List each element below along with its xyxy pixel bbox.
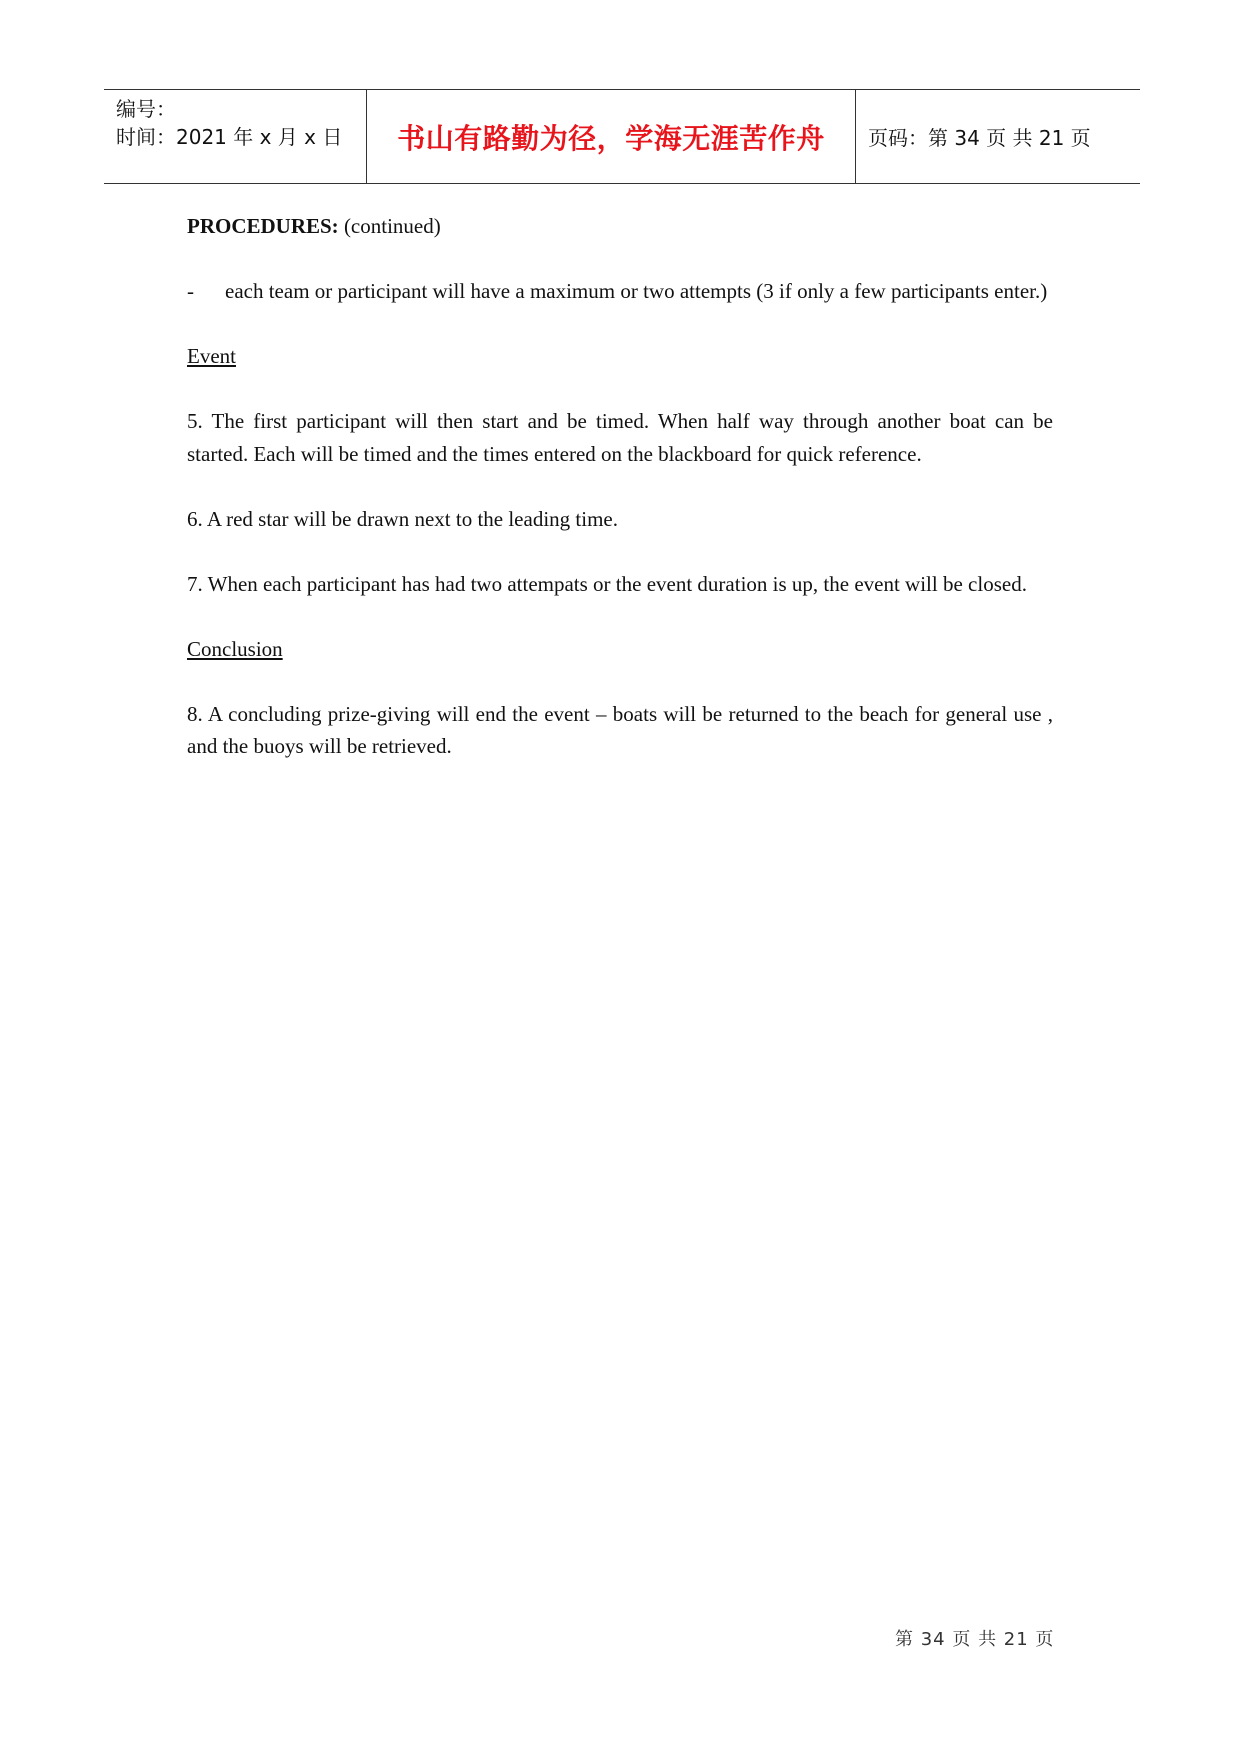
paragraph-5: 5. The first participant will then start and be timed. When half way through another boat can be started. Each will be timed and the times entered on the blackboard for quick reference.: [187, 409, 1053, 466]
section-event-title: Event: [187, 344, 236, 368]
procedures-heading: [187, 210, 1053, 243]
paragraph-6: 6. A red star will be drawn next to the leading time.: [187, 506, 618, 531]
paragraph-7: 7. When each participant has had two attempats or the event duration is up, the event will be closed.: [187, 571, 1027, 596]
paragraph-8: 8. A concluding prize-giving will end the event – boats will be returned to the beach for general use , and the buoys will be retrieved.: [187, 701, 1053, 758]
procedures-heading-rest: (continued): [338, 214, 441, 238]
document-body: [187, 210, 1053, 795]
page-footer: 第 34 页 共 21 页: [895, 1629, 1055, 1650]
header-page-cell: [856, 90, 1140, 183]
header-motto: 书山有路勤为径，学海无涯苦作舟: [397, 121, 825, 155]
attempts-bullet: [187, 275, 1053, 308]
document-date-label: 时间：2021 年 x 月 x 日: [116, 125, 343, 149]
header-meta-cell: [104, 90, 367, 183]
page-header: [104, 89, 1140, 184]
section-conclusion-title: Conclusion: [187, 636, 283, 661]
bullet-marker: -: [187, 279, 194, 303]
document-code-label: 编号：: [116, 97, 176, 121]
section-conclusion-heading: [187, 633, 1053, 666]
section-event-heading: [187, 340, 1053, 373]
header-motto-cell: [367, 90, 856, 183]
bullet-text: each team or participant will have a maximum or two attempts (3 if only a few participants enter.): [225, 279, 1048, 303]
procedures-heading-bold: PROCEDURES:: [187, 214, 339, 238]
header-page-info: 页码：第 34 页 共 21 页: [868, 126, 1091, 150]
